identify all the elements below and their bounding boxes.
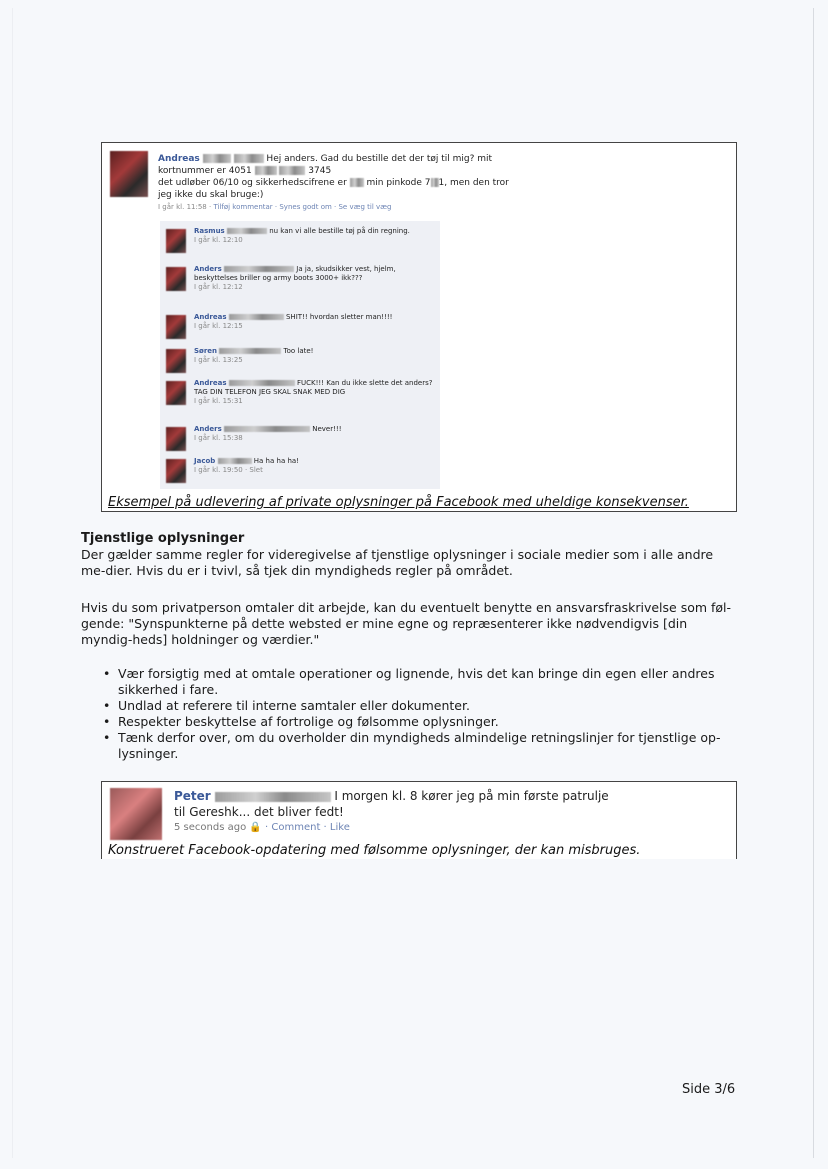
comment-meta: I går kl. 19:50 · Slet <box>194 466 263 474</box>
comment-text: SHIT!! hvordan sletter man!!!! <box>285 313 393 321</box>
status-time: 5 seconds ago <box>174 822 247 833</box>
commenter-name[interactable]: Jacob <box>194 457 216 465</box>
comment-text: Never!!! <box>312 425 342 433</box>
post-time: I går kl. 11:58 <box>158 203 207 211</box>
avatar <box>166 427 186 451</box>
avatar <box>166 229 186 253</box>
blurred-digits <box>255 166 277 175</box>
blurred-name <box>203 154 231 163</box>
post-meta: I går kl. 11:58 · Tilføj kommentar · Synes godt om · Se væg til væg <box>158 203 392 211</box>
comment-meta: I går kl. 12:15 <box>194 322 243 330</box>
figure-caption: Eksempel på udlevering af private oplysninger på Facebook med uheldige konsekvenser. <box>108 495 689 510</box>
avatar <box>166 267 186 291</box>
commenter-name[interactable]: Anders <box>194 425 222 433</box>
blurred-name <box>224 266 294 272</box>
comment-text: FUCK!!! Kan du ikke slette det anders? TAG DIN TELEFON JEG SKAL SNAK MED DIG <box>194 379 433 396</box>
page-number: Side 3/6 <box>682 1082 736 1097</box>
commenter-name[interactable]: Søren <box>194 347 218 355</box>
blurred-name <box>224 426 310 432</box>
section-heading: Tjenstlige oplysninger <box>81 531 245 546</box>
avatar <box>110 788 162 840</box>
post-actions[interactable]: Tilføj kommentar · Synes godt om · Se væg til væg <box>213 203 392 211</box>
comment-meta: I går kl. 13:25 <box>194 356 243 364</box>
lock-icon: 🔒 <box>249 822 262 833</box>
blurred-name <box>229 314 284 320</box>
blurred-name <box>234 154 264 163</box>
comment-text: nu kan vi alle bestille tøj på din regning. <box>269 227 410 235</box>
post-text: 1, men den tror <box>438 178 509 188</box>
post-text: jeg ikke du skal bruge:) <box>158 190 264 200</box>
avatar <box>166 381 186 405</box>
bullet-item: • Vær forsigtig med at omtale operationer og lignende, hvis det kan bringe din egen eller andres sikkerhed i fare. <box>81 666 741 698</box>
post-text: min pinkode 7 <box>366 178 431 188</box>
facebook-update-figure <box>101 781 737 859</box>
blurred-name <box>227 228 267 234</box>
facebook-example-figure <box>101 142 737 512</box>
status-actions[interactable]: · Comment · Like <box>265 822 350 833</box>
commenter-name[interactable]: Andreas <box>194 379 227 387</box>
status-text: I morgen kl. 8 kører jeg på min første patrulje <box>334 789 609 803</box>
comment-meta: I går kl. 15:31 <box>194 397 243 405</box>
bullet-item: • Tænk derfor over, om du overholder din myndigheds almindelige retningslinjer for tjenstlige op-lysninger. <box>81 730 741 762</box>
status-meta <box>174 820 674 836</box>
blurred-name <box>219 348 281 354</box>
comment-text: Too late! <box>283 347 314 355</box>
paragraph: Der gælder samme regler for videregivelse af tjenstlige oplysninger i sociale medier som i alle andre me-dier. Hvis du er i tvivl, så tjek din myndigheds regler på området. <box>81 547 714 578</box>
poster-name[interactable]: Peter <box>174 789 211 803</box>
figure-caption: Konstrueret Facebook-opdatering med følsomme oplysninger, der kan misbruges. <box>108 843 641 858</box>
bullet-list <box>81 666 741 762</box>
blurred-digits <box>431 178 439 187</box>
blurred-name <box>218 458 252 464</box>
post-text: 3745 <box>308 166 332 176</box>
avatar <box>166 315 186 339</box>
bullet-item: • Undlad at referere til interne samtaler eller dokumenter. <box>81 698 741 714</box>
avatar <box>166 349 186 373</box>
commenter-name[interactable]: Anders <box>194 265 222 273</box>
commenter-name[interactable]: Andreas <box>194 313 227 321</box>
post-body <box>158 153 718 213</box>
comment-meta: I går kl. 15:38 <box>194 434 243 442</box>
post-text: Hej anders. Gad du bestille det der tøj til mig? mit <box>266 154 493 164</box>
bullet-item: • Respekter beskyttelse af fortrolige og følsomme oplysninger. <box>81 714 741 730</box>
comment-text: Ha ha ha ha! <box>253 457 299 465</box>
comments-list <box>160 221 440 489</box>
post-text: kortnummer er 4051 <box>158 166 252 176</box>
avatar <box>166 459 186 483</box>
blurred-name <box>229 380 295 386</box>
blurred-name <box>215 792 331 802</box>
avatar <box>110 151 148 197</box>
comment-text: Ja ja, skudsikker vest, hjelm, beskyttelses briller og army boots 3000+ ikk??? <box>194 265 396 282</box>
blurred-digits <box>350 178 364 187</box>
status-text: til Gereshk... det bliver fedt! <box>174 805 344 819</box>
poster-name[interactable]: Andreas <box>158 154 200 164</box>
comment-meta: I går kl. 12:12 <box>194 283 243 291</box>
status-update <box>174 788 674 836</box>
commenter-name[interactable]: Rasmus <box>194 227 225 235</box>
comment-meta: I går kl. 12:10 <box>194 236 243 244</box>
post-text: det udløber 06/10 og sikkerhedscifrene er <box>158 178 347 188</box>
paragraph: Hvis du som privatperson omtaler dit arbejde, kan du eventuelt benytte en ansvarsfraskrivelse som føl-gende: "Synspunkterne på dette websted er mine egne og repræsenterer ikke nødvendigvis [din myndig-heds] holdninger og værdier." <box>81 600 732 647</box>
blurred-digits <box>279 166 305 175</box>
